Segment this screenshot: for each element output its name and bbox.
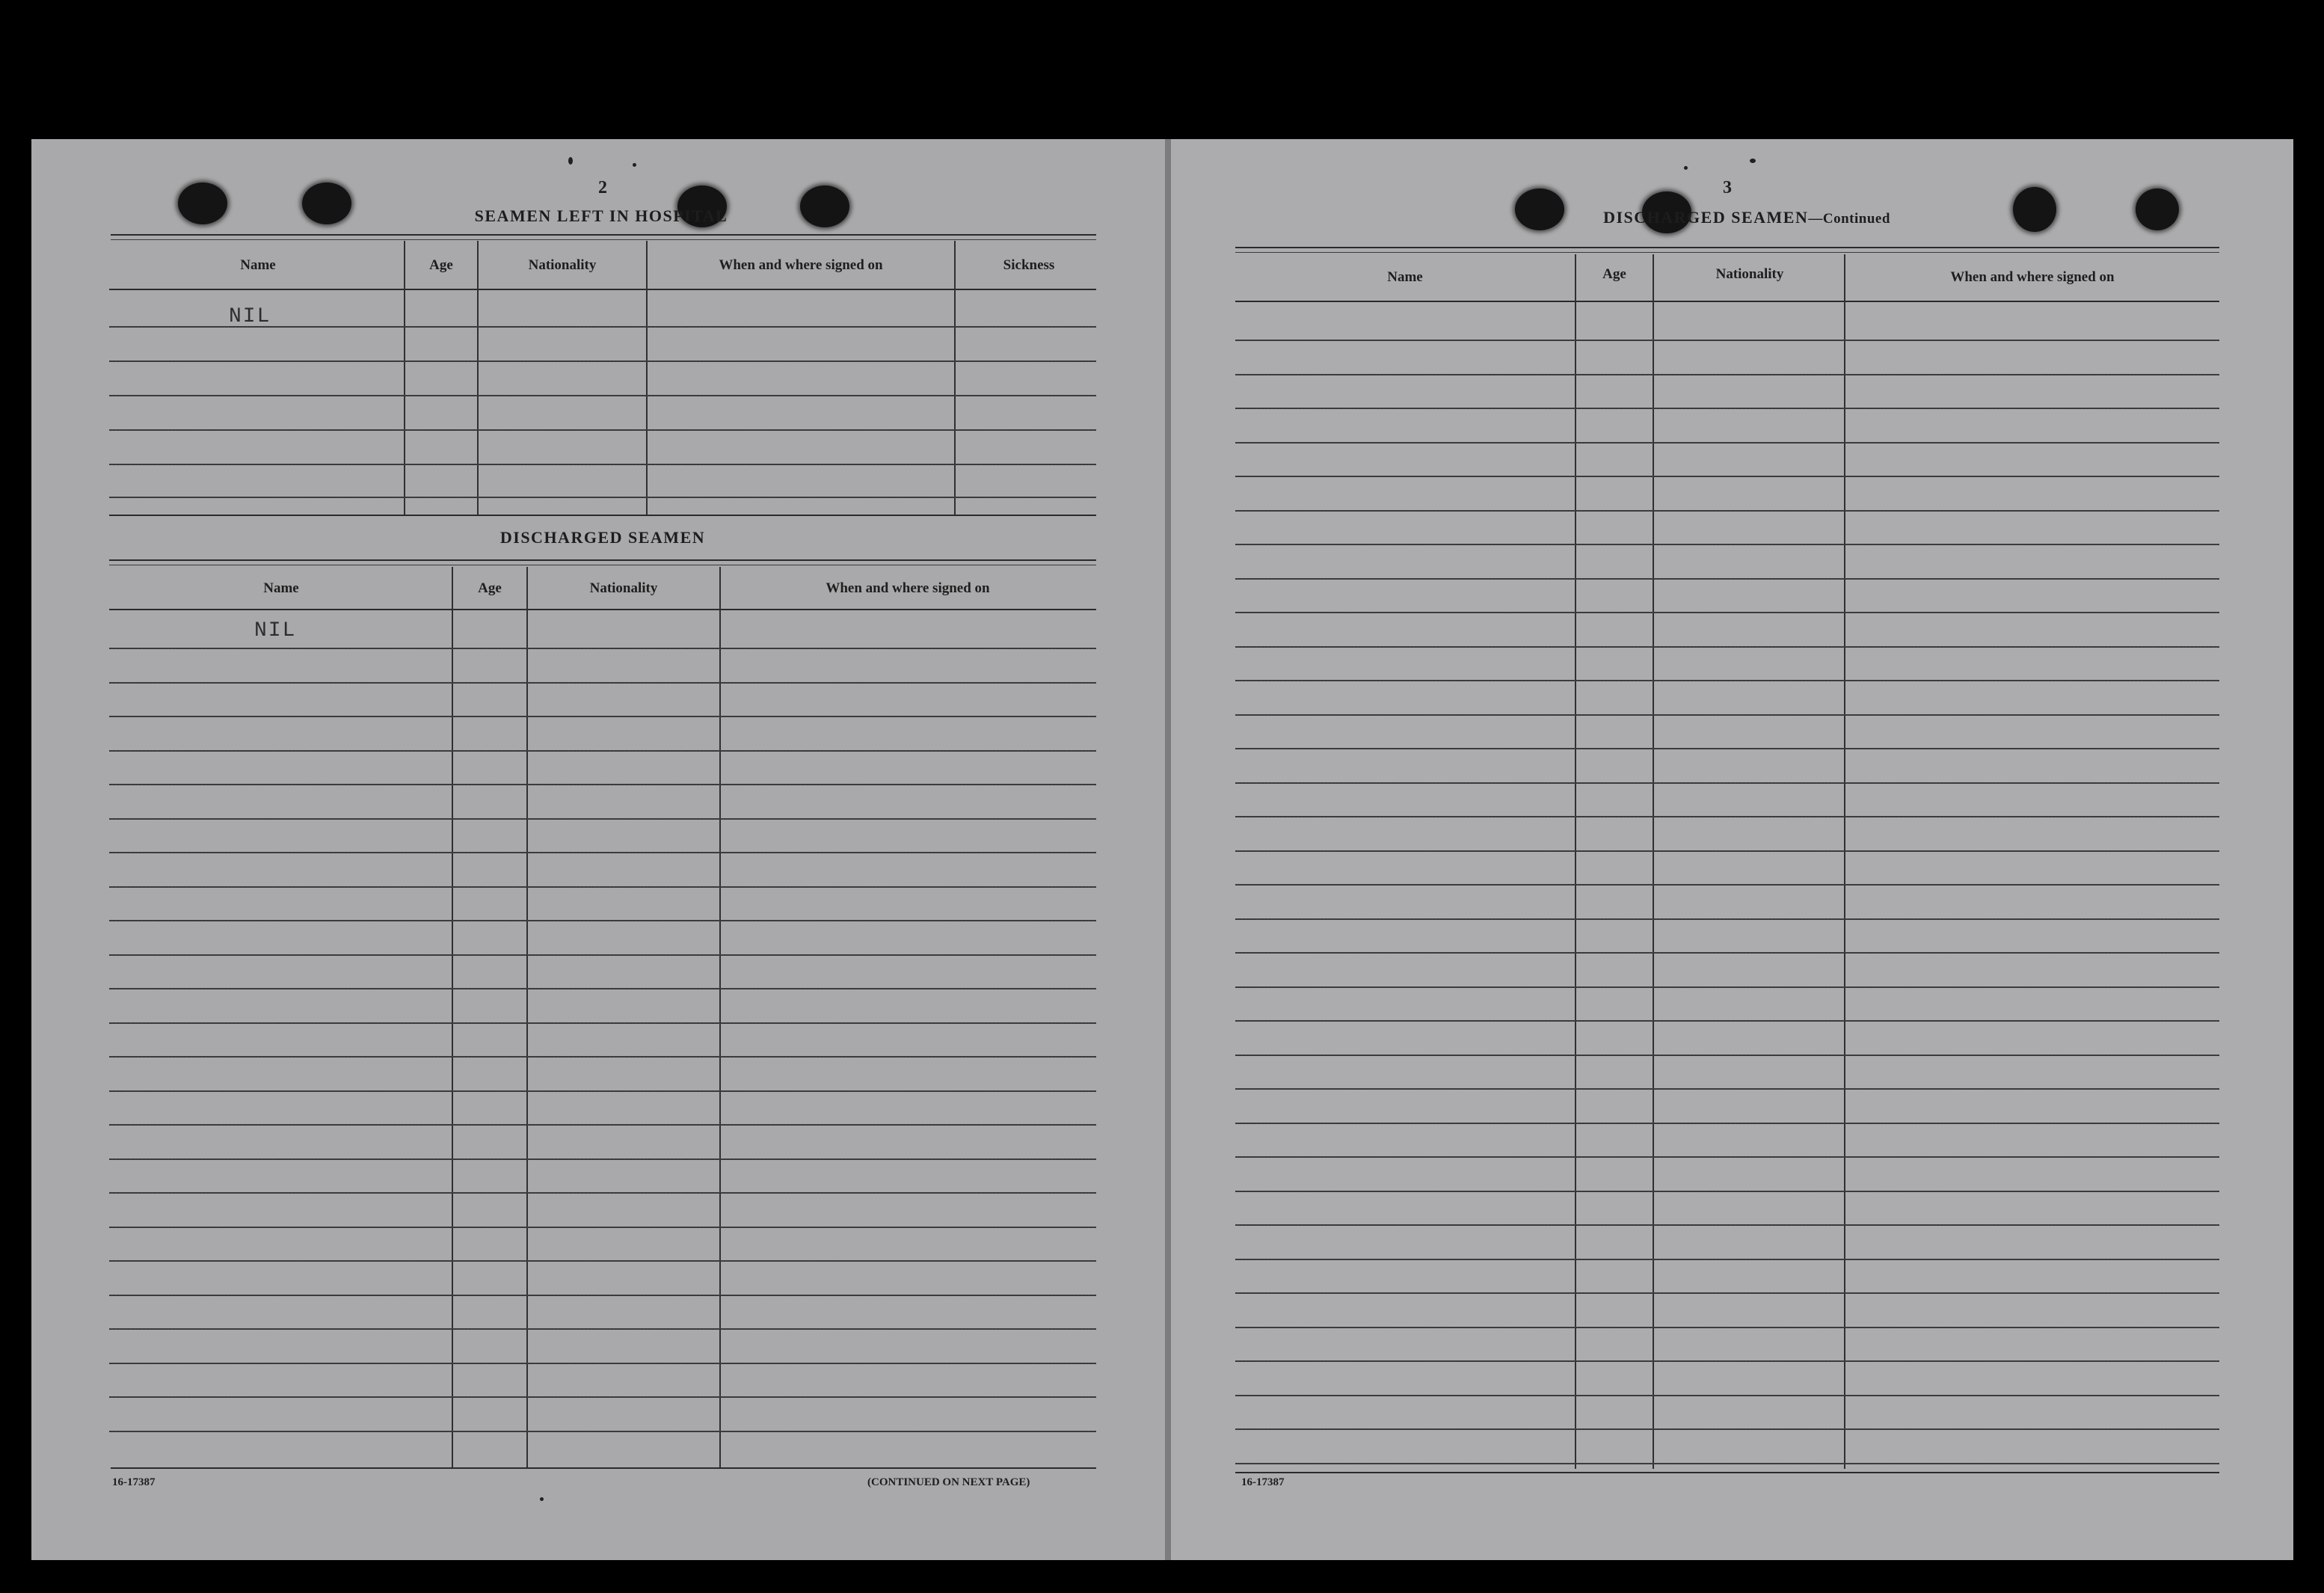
- row-rule: [1235, 1360, 2219, 1362]
- section-title-text: DISCHARGED SEAMEN: [1603, 208, 1809, 227]
- column-divider: [646, 241, 648, 515]
- row-rule: [1235, 1191, 2219, 1192]
- col-head-nationality: Nationality: [1715, 266, 1784, 282]
- speck: [540, 1497, 544, 1501]
- double-rule: [109, 559, 1096, 561]
- form-number: 16-17387: [112, 1476, 156, 1488]
- row-rule: [1235, 340, 2219, 341]
- row-rule: [1235, 782, 2219, 784]
- page-number: 3: [1723, 178, 1732, 197]
- row-rule: [1235, 1259, 2219, 1260]
- punch-hole: [2136, 188, 2179, 230]
- hospital-entry: NIL: [229, 305, 271, 328]
- row-rule: [1235, 1395, 2219, 1396]
- row-rule: [109, 954, 1096, 956]
- column-divider: [477, 241, 479, 515]
- col-head-signed-on: When and where signed on: [719, 257, 883, 273]
- row-rule: [109, 1124, 1096, 1126]
- row-rule: [1235, 884, 2219, 885]
- row-rule: [109, 818, 1096, 820]
- speck: [1750, 159, 1756, 163]
- col-head-age: Age: [478, 580, 502, 596]
- row-rule: [1235, 1463, 2219, 1464]
- col-head-age: Age: [1602, 266, 1626, 282]
- column-divider: [404, 241, 405, 515]
- discharged-section-title: DISCHARGED SEAMEN: [499, 528, 706, 547]
- row-rule: [109, 852, 1096, 853]
- discharged-entry: NIL: [254, 619, 297, 642]
- row-rule: [109, 497, 1096, 498]
- row-rule: [1235, 1156, 2219, 1158]
- row-rule: [1235, 544, 2219, 545]
- row-rule: [1235, 646, 2219, 648]
- col-head-signed-on: When and where signed on: [1950, 269, 2115, 285]
- column-divider: [452, 567, 453, 1469]
- row-rule: [109, 886, 1096, 888]
- row-rule: [1235, 1224, 2219, 1226]
- row-rule: [1235, 680, 2219, 681]
- header-rule: [109, 289, 1096, 290]
- left-page: [31, 139, 1166, 1560]
- row-rule: [109, 1192, 1096, 1194]
- column-divider: [1653, 254, 1654, 1469]
- row-rule: [1235, 714, 2219, 716]
- col-head-nationality: Nationality: [589, 580, 658, 596]
- column-divider: [1575, 254, 1576, 1469]
- row-rule: [109, 988, 1096, 989]
- row-rule: [1235, 1055, 2219, 1056]
- row-rule: [109, 1295, 1096, 1296]
- continued-suffix: —Continued: [1808, 211, 1890, 227]
- table-bottom-rule: [111, 1467, 1096, 1469]
- punch-hole: [800, 185, 849, 227]
- column-divider: [526, 567, 528, 1469]
- col-head-signed-on: When and where signed on: [826, 580, 990, 596]
- row-rule: [1235, 442, 2219, 443]
- row-rule: [109, 1260, 1096, 1262]
- row-rule: [109, 784, 1096, 785]
- speck: [568, 157, 573, 165]
- speck: [1684, 166, 1688, 170]
- right-page: [1170, 139, 2293, 1560]
- col-head-sickness: Sickness: [1003, 257, 1055, 273]
- row-rule: [109, 395, 1096, 396]
- header-rule: [1235, 301, 2219, 302]
- row-rule: [109, 1328, 1096, 1330]
- row-rule: [1235, 816, 2219, 817]
- double-rule: [1235, 247, 2219, 248]
- row-rule: [1235, 612, 2219, 613]
- col-head-name: Name: [1387, 269, 1423, 285]
- page-fold: [1165, 139, 1171, 1560]
- row-rule: [109, 464, 1096, 465]
- row-rule: [1235, 1123, 2219, 1124]
- punch-hole: [1515, 188, 1564, 230]
- col-head-nationality: Nationality: [528, 257, 597, 273]
- header-rule: [109, 609, 1096, 610]
- row-rule: [109, 1022, 1096, 1024]
- row-rule: [1235, 748, 2219, 749]
- table-bottom-rule: [1235, 1472, 2219, 1473]
- punch-hole: [302, 182, 351, 224]
- continued-note: (CONTINUED ON NEXT PAGE): [867, 1476, 1030, 1488]
- row-rule: [1235, 850, 2219, 852]
- double-rule: [1235, 252, 2219, 253]
- row-rule: [109, 360, 1096, 362]
- row-rule: [109, 716, 1096, 717]
- col-head-name: Name: [263, 580, 299, 596]
- row-rule: [1235, 510, 2219, 512]
- row-rule: [1235, 476, 2219, 477]
- form-number: 16-17387: [1241, 1476, 1285, 1488]
- row-rule: [1235, 986, 2219, 988]
- punch-hole: [2013, 187, 2056, 232]
- row-rule: [1235, 408, 2219, 409]
- column-divider: [954, 241, 956, 515]
- column-divider: [1844, 254, 1845, 1469]
- row-rule: [109, 429, 1096, 431]
- row-rule: [109, 750, 1096, 752]
- row-rule: [1235, 1020, 2219, 1022]
- row-rule: [109, 1158, 1096, 1160]
- punch-hole: [178, 182, 227, 224]
- hospital-section-title: SEAMEN LEFT IN HOSPITAL: [474, 206, 728, 225]
- row-rule: [1235, 918, 2219, 920]
- row-rule: [1235, 1088, 2219, 1090]
- row-rule: [1235, 1428, 2219, 1430]
- discharged-continued-title: [1603, 208, 1890, 227]
- col-head-age: Age: [429, 257, 453, 273]
- double-rule: [111, 234, 1096, 236]
- row-rule: [109, 920, 1096, 921]
- row-rule: [109, 1396, 1096, 1398]
- row-rule: [1235, 374, 2219, 375]
- row-rule: [1235, 1327, 2219, 1328]
- row-rule: [109, 648, 1096, 649]
- column-divider: [719, 567, 721, 1469]
- speck: [633, 163, 636, 167]
- table-bottom-rule: [109, 515, 1096, 516]
- double-rule: [111, 239, 1096, 240]
- row-rule: [109, 1090, 1096, 1092]
- row-rule: [1235, 952, 2219, 954]
- row-rule: [109, 1227, 1096, 1228]
- row-rule: [1235, 1292, 2219, 1294]
- row-rule: [109, 1363, 1096, 1364]
- row-rule: [1235, 578, 2219, 580]
- page-number: 2: [598, 178, 607, 197]
- row-rule: [109, 682, 1096, 684]
- row-rule: [109, 1056, 1096, 1058]
- col-head-name: Name: [240, 257, 276, 273]
- row-rule: [109, 1431, 1096, 1432]
